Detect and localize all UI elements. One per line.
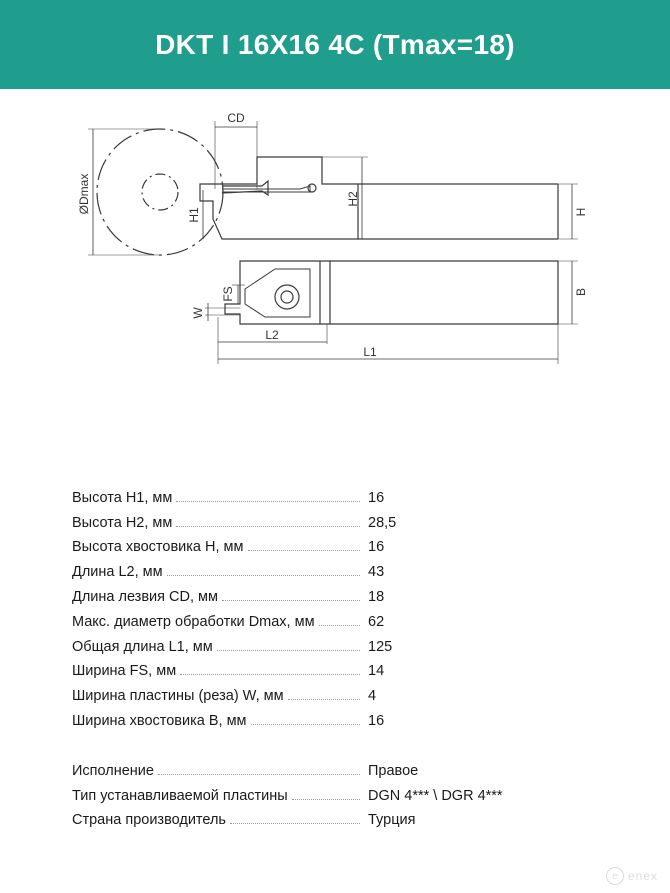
spec-row: Длина L2, мм 43 [72,564,385,581]
technical-drawing [0,89,670,389]
spec-row: Ширина хвостовика B, мм 16 [72,712,385,729]
spec-row: Ширина FS, мм 14 [72,663,385,680]
label-fs: FS [221,286,235,302]
product-title: DKT I 16X16 4C (Tmax=18) [155,28,515,60]
clamp-screw [275,285,299,309]
label-w: W [191,307,205,319]
label-h2: H2 [346,191,360,207]
spec-row: Длина лезвия CD, мм 18 [72,588,385,605]
tool-head-top [200,157,358,239]
label-l2: L2 [265,328,279,342]
spec-row: Высота H2, мм 28,5 [72,514,397,531]
spec-row: Ширина пластины (реза) W, мм 4 [72,688,377,705]
brand-logo [606,867,658,885]
tool-head-side [225,261,330,324]
detail-row: Исполнение Правое [72,762,419,779]
label-h1: H1 [187,207,201,223]
detail-row: Тип устанавливаемой пластины DGN 4*** \ DGR 4*** [72,787,503,804]
spec-table [72,481,572,729]
label-l1: L1 [363,345,377,359]
label-dmax: ØDmax [77,173,91,215]
spec-row: Общая длина L1, мм 125 [72,638,393,655]
detail-row: Страна производитель Турция [72,812,416,829]
logo-text: enex [627,869,658,883]
header-banner [0,0,670,89]
workpiece-inner-circle [142,174,178,210]
spec-row: Высота H1, мм 16 [72,489,385,506]
label-cd: CD [227,111,245,125]
workpiece-outer-circle [97,129,223,255]
details-table [72,754,572,828]
label-h: H [574,207,588,217]
spec-row: Высота хвостовика H, мм 16 [72,539,385,556]
spec-row: Макс. диаметр обработки Dmax, мм 62 [72,613,385,630]
label-b: B [574,287,588,297]
logo-icon: e [606,867,624,885]
